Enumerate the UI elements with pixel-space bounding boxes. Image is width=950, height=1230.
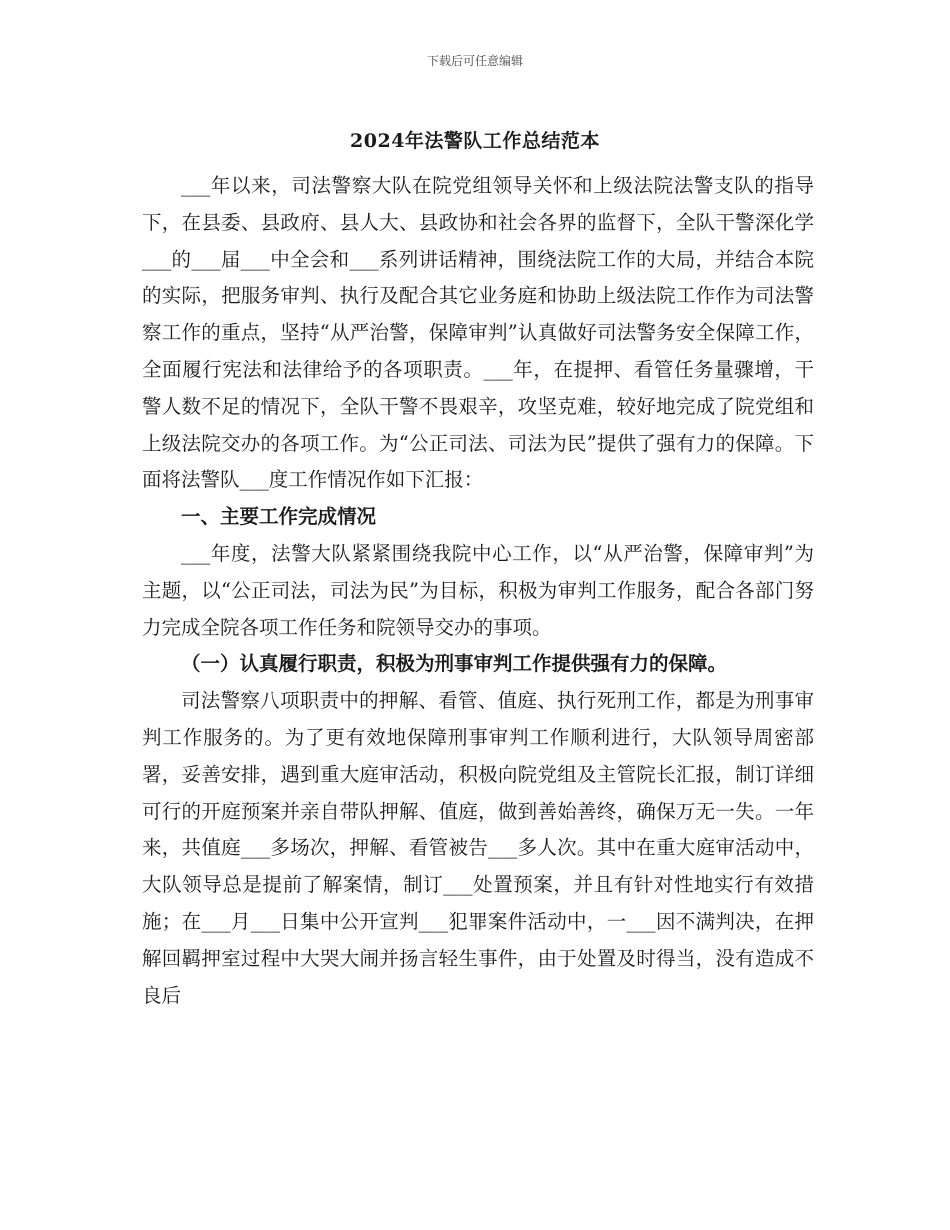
document-title: 2024年法警队工作总结范本 bbox=[350, 130, 600, 152]
section-heading: 一、主要工作完成情况 bbox=[181, 505, 377, 529]
document-body bbox=[142, 168, 814, 1014]
subsection-heading: （一）认真履行职责，积极为刑事审判工作提供强有力的保障。 bbox=[181, 652, 728, 676]
paragraph-intro: ___年以来，司法警察大队在院党组领导关怀和上级法院法警支队的指导下，在县委、县政府、县人大、县政协和社会各界的监督下，全队干警深化学___的___届___中全会和___系列讲话精神，围绕法院工作的大局，并结合本院的实际，把服务审判、执行及配合其它业务庭和协助上级法院工作作为司法警察工作的重点，坚持“从严治警，保障审判”认真做好司法警务安全保障工作，全面履行宪法和法律给予的各项职责。___年，在提押、看管任务量骤增，干警人数不足的情况下，全队干警不畏艰辛，攻坚克难，较好地完成了院党组和上级法院交办的各项工作。为“公正司法、司法为民”提供了强有力的保障。下面将法警队___度工作情况作如下汇报： bbox=[142, 174, 814, 492]
paragraph-detail: 司法警察八项职责中的押解、看管、值庭、执行死刑工作，都是为刑事审判工作服务的。为了更有效地保障刑事审判工作顺利进行，大队领导周密部署，妥善安排，遇到重大庭审活动，积极向院党组及主管院长汇报，制订详细可行的开庭预案并亲自带队押解、值庭，做到善始善终，确保万无一失。一年来，共值庭___多场次，押解、看管被告___多人次。其中在重大庭审活动中，大队领导总是提前了解案情，制订___处置预案，并且有针对性地实行有效措施；在___月___日集中公开宣判___犯罪案件活动中，一___因不满判决，在押解回羁押室过程中大哭大闹并扬言轻生事件，由于处置及时得当，没有造成不良后 bbox=[142, 689, 814, 1007]
header-note: 下载后可任意编辑 bbox=[426, 54, 523, 68]
paragraph-summary: ___年度，法警大队紧紧围绕我院中心工作，以“从严治警，保障审判”为主题，以“公正司法，司法为民”为目标，积极为审判工作服务，配合各部门努力完成全院各项工作任务和院领导交办的事项。 bbox=[142, 541, 814, 639]
